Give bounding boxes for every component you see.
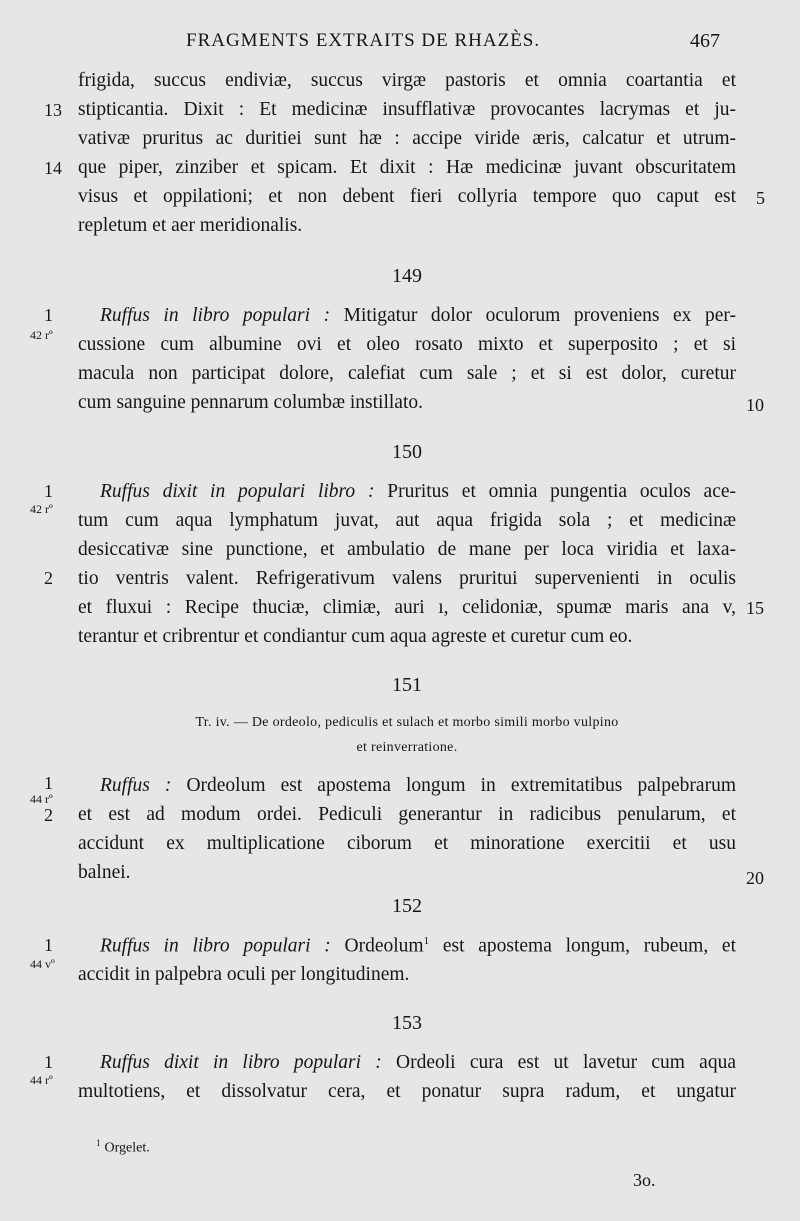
text-line: tio ventris valent. Refrigerativum valens pruritui supervenienti in oculis <box>78 568 736 589</box>
text-line: visus et oppilationi; et non debent fieri collyria tempore quo caput est <box>78 186 736 207</box>
text-line: Ruffus : Ordeolum est apostema longum in extremitatibus palpebrarum <box>100 775 736 796</box>
section-number: 149 <box>392 265 422 287</box>
margin-line-number: 1 <box>44 935 53 955</box>
margin-line-number: 2 <box>44 568 53 588</box>
margin-line-number: 1 <box>44 305 53 325</box>
right-line-number: 10 <box>746 395 764 415</box>
text-line: multotiens, et dissolvatur cera, et ponatur supra radum, et ungatur <box>78 1081 736 1102</box>
margin-line-number: 1 <box>44 773 53 793</box>
margin-line-number: 1 <box>44 481 53 501</box>
margin-folio-ref: 44 vº <box>30 957 55 971</box>
text-line: macula non participat dolore, calefiat cum sale ; et si est dolor, curetur <box>78 363 736 384</box>
footnote-text: Orgelet. <box>104 1140 150 1156</box>
signature-mark: 3o. <box>633 1170 656 1190</box>
section-number: 152 <box>392 895 422 917</box>
text-line: accidunt ex multiplicatione ciborum et minoratione exercitii et usu <box>78 833 736 854</box>
right-line-number: 15 <box>746 598 764 618</box>
text-line: cum sanguine pennarum columbæ instillato. <box>78 392 423 413</box>
margin-folio-ref: 42 rº <box>30 502 53 516</box>
margin-line-number: 14 <box>44 158 62 178</box>
text-line: Ruffus dixit in populari libro : Pruritus et omnia pungentia oculos ace- <box>100 481 737 502</box>
right-line-number: 5 <box>756 188 765 208</box>
right-line-number: 20 <box>746 868 764 888</box>
footnote-mark: 1 <box>96 1138 101 1148</box>
text-line: stipticantia. Dixit : Et medicinæ insufflativæ provocantes lacrymas et ju- <box>78 99 736 120</box>
tract-heading: et reinverratione. <box>356 740 458 755</box>
author-citation: Ruffus in libro populari : <box>100 935 331 957</box>
margin-line-number: 1 <box>44 1052 53 1072</box>
section-number: 153 <box>392 1012 422 1034</box>
text-line: balnei. <box>78 862 131 883</box>
margin-folio-ref: 44 rº <box>30 792 53 806</box>
text-line: terantur et cribrentur et condiantur cum aqua agreste et curetur cum eo. <box>78 626 633 647</box>
text-line: tum cum aqua lymphatum juvat, aut aqua frigida sola ; et medicinæ <box>78 510 736 531</box>
tract-heading: Tr. iv. — De ordeolo, pediculis et sulach et morbo simili morbo vulpino <box>195 715 619 730</box>
text-line: frigida, succus endiviæ, succus virgæ pastoris et omnia coartantia et <box>78 70 736 91</box>
margin-folio-ref: 42 rº <box>30 328 53 342</box>
footnote <box>96 1138 150 1157</box>
footnote-marker[interactable]: 1 <box>423 935 430 947</box>
author-citation: Ruffus : <box>100 775 172 796</box>
text-line: cussione cum albumine ovi et oleo rosato mixto et superposito ; et si <box>78 334 736 355</box>
text-line: Ruffus in libro populari : Mitigatur dolor oculorum proveniens ex per- <box>100 305 736 326</box>
running-header: FRAGMENTS EXTRAITS DE RHAZÈS. <box>186 30 541 51</box>
text-line: et fluxui : Recipe thuciæ, climiæ, auri ı, celidoniæ, spumæ maris ana v, <box>78 597 736 618</box>
text-line: que piper, zinziber et spicam. Et dixit : Hæ medicinæ juvant obscuritatem <box>78 157 736 178</box>
text-line: desiccativæ sine punctione, et ambulatio de mane per loca viridia et laxa- <box>78 539 736 560</box>
text-line: accidit in palpebra oculi per longitudinem. <box>78 964 410 985</box>
margin-line-number: 2 <box>44 805 53 825</box>
section-number: 151 <box>392 674 422 696</box>
text-line: repletum et aer meridionalis. <box>78 215 303 236</box>
margin-line-number: 13 <box>44 100 62 120</box>
text-line: Ruffus dixit in libro populari : Ordeoli cura est ut lavetur cum aqua <box>100 1052 736 1073</box>
margin-folio-ref: 44 rº <box>30 1073 53 1087</box>
text-line: vativæ pruritus ac duritiei sunt hæ : accipe viride æris, calcatur et utrum- <box>78 128 736 149</box>
text-line: Ruffus in libro populari : Ordeolum$^1$ est apostema longum, rubeum, et <box>100 935 737 957</box>
author-citation: Ruffus in libro populari : <box>100 305 331 326</box>
section-number: 150 <box>392 441 422 463</box>
page-number: 467 <box>690 30 720 52</box>
author-citation: Ruffus dixit in libro populari : <box>100 1052 382 1073</box>
text-line: et est ad modum ordei. Pediculi generantur in radicibus penularum, et <box>78 804 736 825</box>
author-citation: Ruffus dixit in populari libro : <box>100 481 375 502</box>
